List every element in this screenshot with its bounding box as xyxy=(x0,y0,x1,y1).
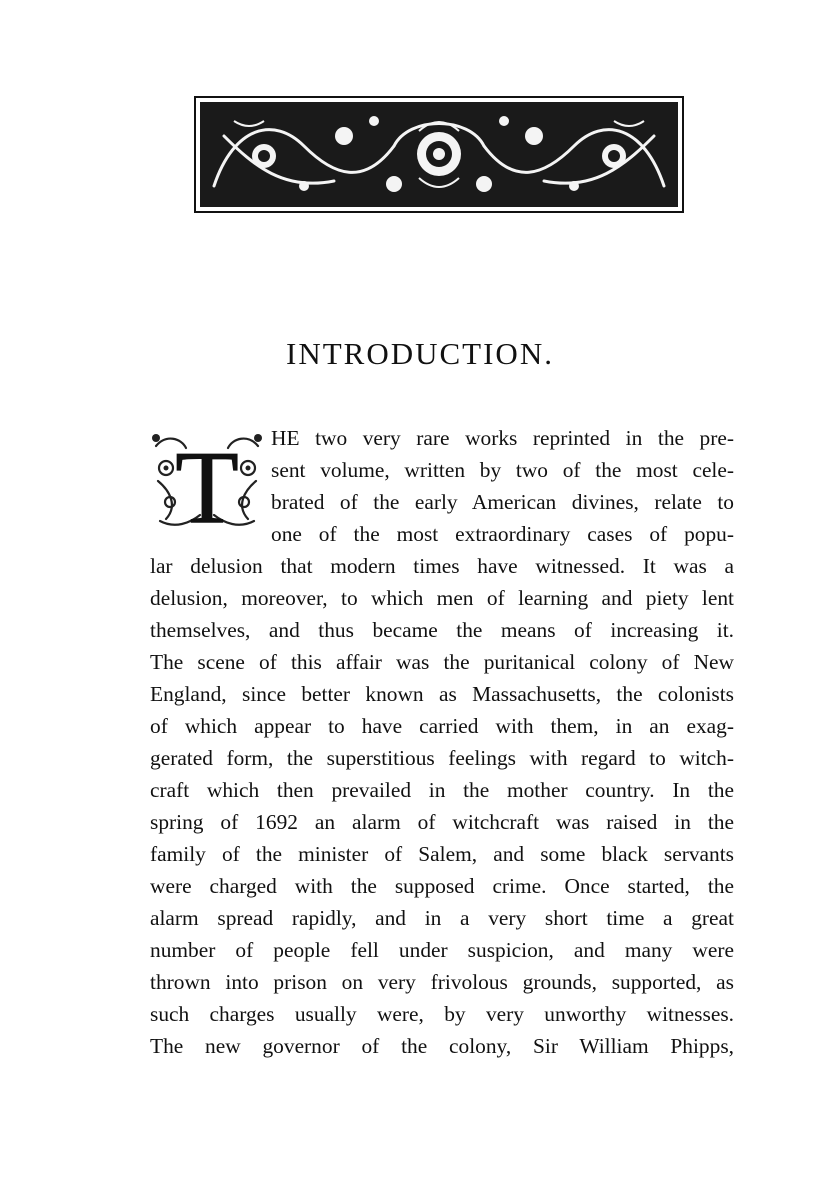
text-line: England, since better known as Massachusetts, the colonists xyxy=(150,682,734,706)
text-line: spring of 1692 an alarm of witchcraft was raised in the xyxy=(150,810,734,834)
text-line: family of the minister of Salem, and some black servants xyxy=(150,842,734,866)
text-line: alarm spread rapidly, and in a very short time a great xyxy=(150,906,734,930)
text-line: lar delusion that modern times have witnessed. It was a xyxy=(150,554,734,578)
drop-cap-letter: T xyxy=(175,430,239,536)
text-line: of which appear to have carried with them, in an exag- xyxy=(150,714,734,738)
text-line: one of the most extraordinary cases of popu- xyxy=(271,522,734,546)
text-line: The scene of this affair was the puritanical colony of New xyxy=(150,650,734,674)
text-line: brated of the early American divines, relate to xyxy=(271,490,734,514)
ornamental-headpiece xyxy=(194,96,684,213)
text-line: gerated form, the superstitious feelings with regard to witch- xyxy=(150,746,734,770)
text-line: were charged with the supposed crime. Once started, the xyxy=(150,874,734,898)
page-title: INTRODUCTION. xyxy=(286,336,554,371)
text-line: craft which then prevailed in the mother country. In the xyxy=(150,778,734,802)
text-line: such charges usually were, by very unworthy witnesses. xyxy=(150,1002,734,1026)
text-line: delusion, moreover, to which men of learning and piety lent xyxy=(150,586,734,610)
text-line: The new governor of the colony, Sir William Phipps, xyxy=(150,1034,734,1058)
drop-cap-initial xyxy=(148,426,266,536)
text-line: themselves, and thus became the means of increasing it. xyxy=(150,618,734,642)
text-line: HE two very rare works reprinted in the pre- xyxy=(271,426,734,450)
text-line: number of people fell under suspicion, and many were xyxy=(150,938,734,962)
text-line: sent volume, written by two of the most cele- xyxy=(271,458,734,482)
text-line: thrown into prison on very frivolous grounds, supported, as xyxy=(150,970,734,994)
